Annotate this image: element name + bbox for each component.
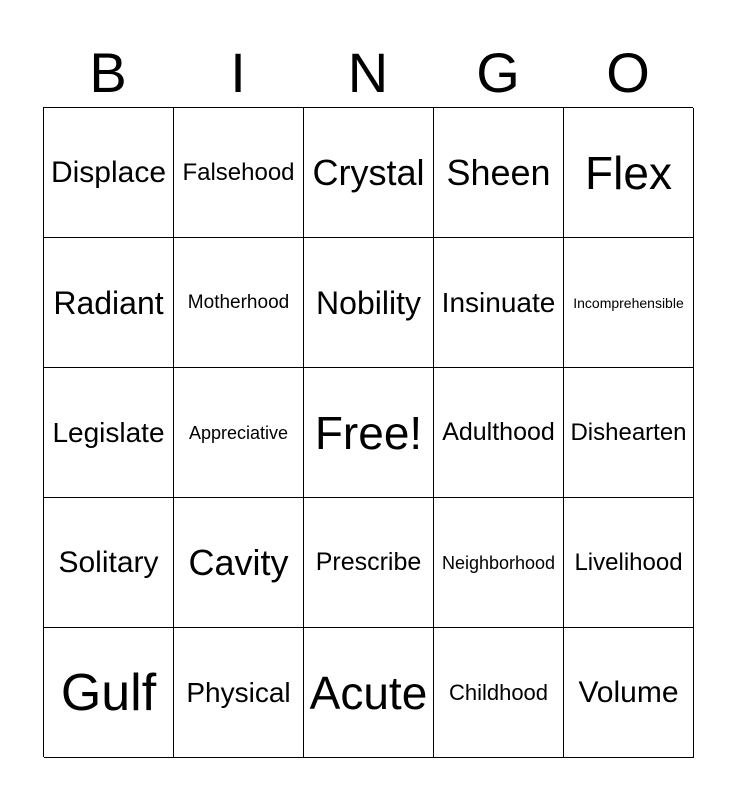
bingo-board: [43, 107, 693, 757]
bingo-cell[interactable]: Nobility: [304, 238, 434, 368]
bingo-cell[interactable]: Cavity: [174, 498, 304, 628]
bingo-cell[interactable]: Insinuate: [434, 238, 564, 368]
header-letter-n: N: [347, 41, 389, 104]
bingo-cell[interactable]: Sheen: [434, 108, 564, 238]
bingo-cell[interactable]: Acute: [304, 628, 434, 758]
bingo-cell[interactable]: Solitary: [44, 498, 174, 628]
bingo-cell[interactable]: Falsehood: [174, 108, 304, 238]
bingo-cell[interactable]: Adulthood: [434, 368, 564, 498]
bingo-cell[interactable]: Prescribe: [304, 498, 434, 628]
bingo-header: [43, 40, 693, 106]
header-letter-b: B: [89, 41, 127, 104]
bingo-cell[interactable]: Crystal: [304, 108, 434, 238]
bingo-cell[interactable]: Volume: [564, 628, 694, 758]
bingo-cell[interactable]: Neighborhood: [434, 498, 564, 628]
bingo-cell[interactable]: Incomprehensible: [564, 238, 694, 368]
bingo-cell[interactable]: Flex: [564, 108, 694, 238]
bingo-cell[interactable]: Physical: [174, 628, 304, 758]
bingo-cell[interactable]: Radiant: [44, 238, 174, 368]
bingo-cell[interactable]: Displace: [44, 108, 174, 238]
bingo-cell[interactable]: Childhood: [434, 628, 564, 758]
bingo-cell[interactable]: Legislate: [44, 368, 174, 498]
bingo-cell[interactable]: Gulf: [44, 628, 174, 758]
bingo-cell[interactable]: Livelihood: [564, 498, 694, 628]
bingo-cell free-space[interactable]: Free!: [304, 368, 434, 498]
header-letter-g: G: [476, 41, 520, 104]
bingo-cell[interactable]: Appreciative: [174, 368, 304, 498]
header-letter-o: O: [606, 41, 650, 104]
bingo-cell[interactable]: Motherhood: [174, 238, 304, 368]
bingo-cell[interactable]: Dishearten: [564, 368, 694, 498]
header-letter-i: I: [230, 41, 246, 104]
